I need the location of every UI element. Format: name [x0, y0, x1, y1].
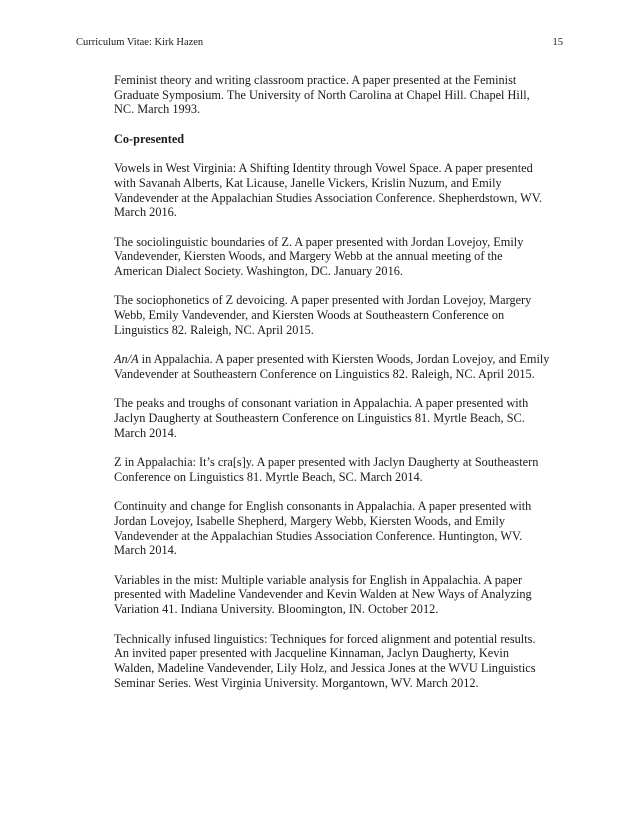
- presentation-entry: [114, 573, 552, 617]
- entry-text: Z in Appalachia: It’s cra[s]y. A paper presented with Jaclyn Daugherty at Southeastern Conference on Linguistics 81. Myrtle Beach, SC. March 2014.: [114, 455, 539, 484]
- entry-text: Feminist theory and writing classroom practice. A paper presented at the Feminist Graduate Symposium. The University of North Carolina at Chapel Hill. Chapel Hill, NC. March 1993.: [114, 73, 530, 117]
- entry-text: Vowels in West Virginia: A Shifting Identity through Vowel Space. A paper presented with Savanah Alberts, Kat Licause, Janelle Vickers, Krislin Nuzum, and Emily Vandevender at the Appalachian Studies Association Conference. Shepherdstown, WV. March 2016.: [114, 161, 543, 220]
- header-title: Curriculum Vitae: Kirk Hazen: [76, 37, 204, 48]
- presentation-entry: [114, 352, 552, 381]
- page-header: [76, 36, 563, 50]
- page-number: 15: [552, 37, 563, 48]
- entry-text: The peaks and troughs of consonant variation in Appalachia. A paper presented with Jaclyn Daugherty at Southeastern Conference on Linguistics 81. Myrtle Beach, SC. March 2014.: [114, 396, 529, 440]
- entry-text: The sociolinguistic boundaries of Z. A paper presented with Jordan Lovejoy, Emily Vandevender, Kiersten Woods, and Margery Webb at the annual meeting of the American Dialect Society. Washington, DC. January 2016.: [114, 234, 524, 279]
- entry-text: Variables in the mist: Multiple variable analysis for English in Appalachia. A paper presented with Madeline Vandevender and Kevin Walden at New Ways of Analyzing Variation 41. Indiana University. Bloomington, IN. October 2012.: [114, 572, 532, 617]
- presentation-entry: [114, 632, 552, 691]
- entry-italic-title: An/A: [114, 352, 139, 367]
- presentation-entry: [114, 396, 552, 440]
- section-heading: Co-presented: [114, 131, 185, 146]
- entry-text: in Appalachia. A paper presented with Kiersten Woods, Jordan Lovejoy, and Emily Vandevender at Southeastern Conference on Linguistics 82. Raleigh, NC. April 2015.: [114, 352, 550, 381]
- presentation-entry: [114, 293, 552, 337]
- page-content: [114, 73, 552, 705]
- entry-text: The sociophonetics of Z devoicing. A paper presented with Jordan Lovejoy, Margery Webb, Emily Vandevender, and Kiersten Woods at Southeastern Conference on Linguistics 82. Raleigh, NC. April 2015.: [114, 293, 532, 337]
- presentation-entry: [114, 499, 552, 558]
- entry-text: Technically infused linguistics: Techniques for forced alignment and potential results. An invited paper presented with Jacqueline Kinnaman, Jaclyn Daugherty, Kevin Walden, Madeline Vandevender, Lily Holz, and Jessica Jones at the WVU Linguistics Seminar Series. West Virginia University. Morgantown, WV. March 2012.: [114, 631, 536, 690]
- presentation-entry: [114, 161, 552, 220]
- presentation-entry: [114, 455, 552, 484]
- presentation-entry: [114, 235, 552, 279]
- entry-text: Continuity and change for English consonants in Appalachia. A paper presented with Jordan Lovejoy, Isabelle Shepherd, Margery Webb, Kiersten Woods, and Emily Vandevender at the Appalachian Studies Association Conference. Huntington, WV. March 2014.: [114, 499, 532, 558]
- presentation-entry: [114, 73, 552, 117]
